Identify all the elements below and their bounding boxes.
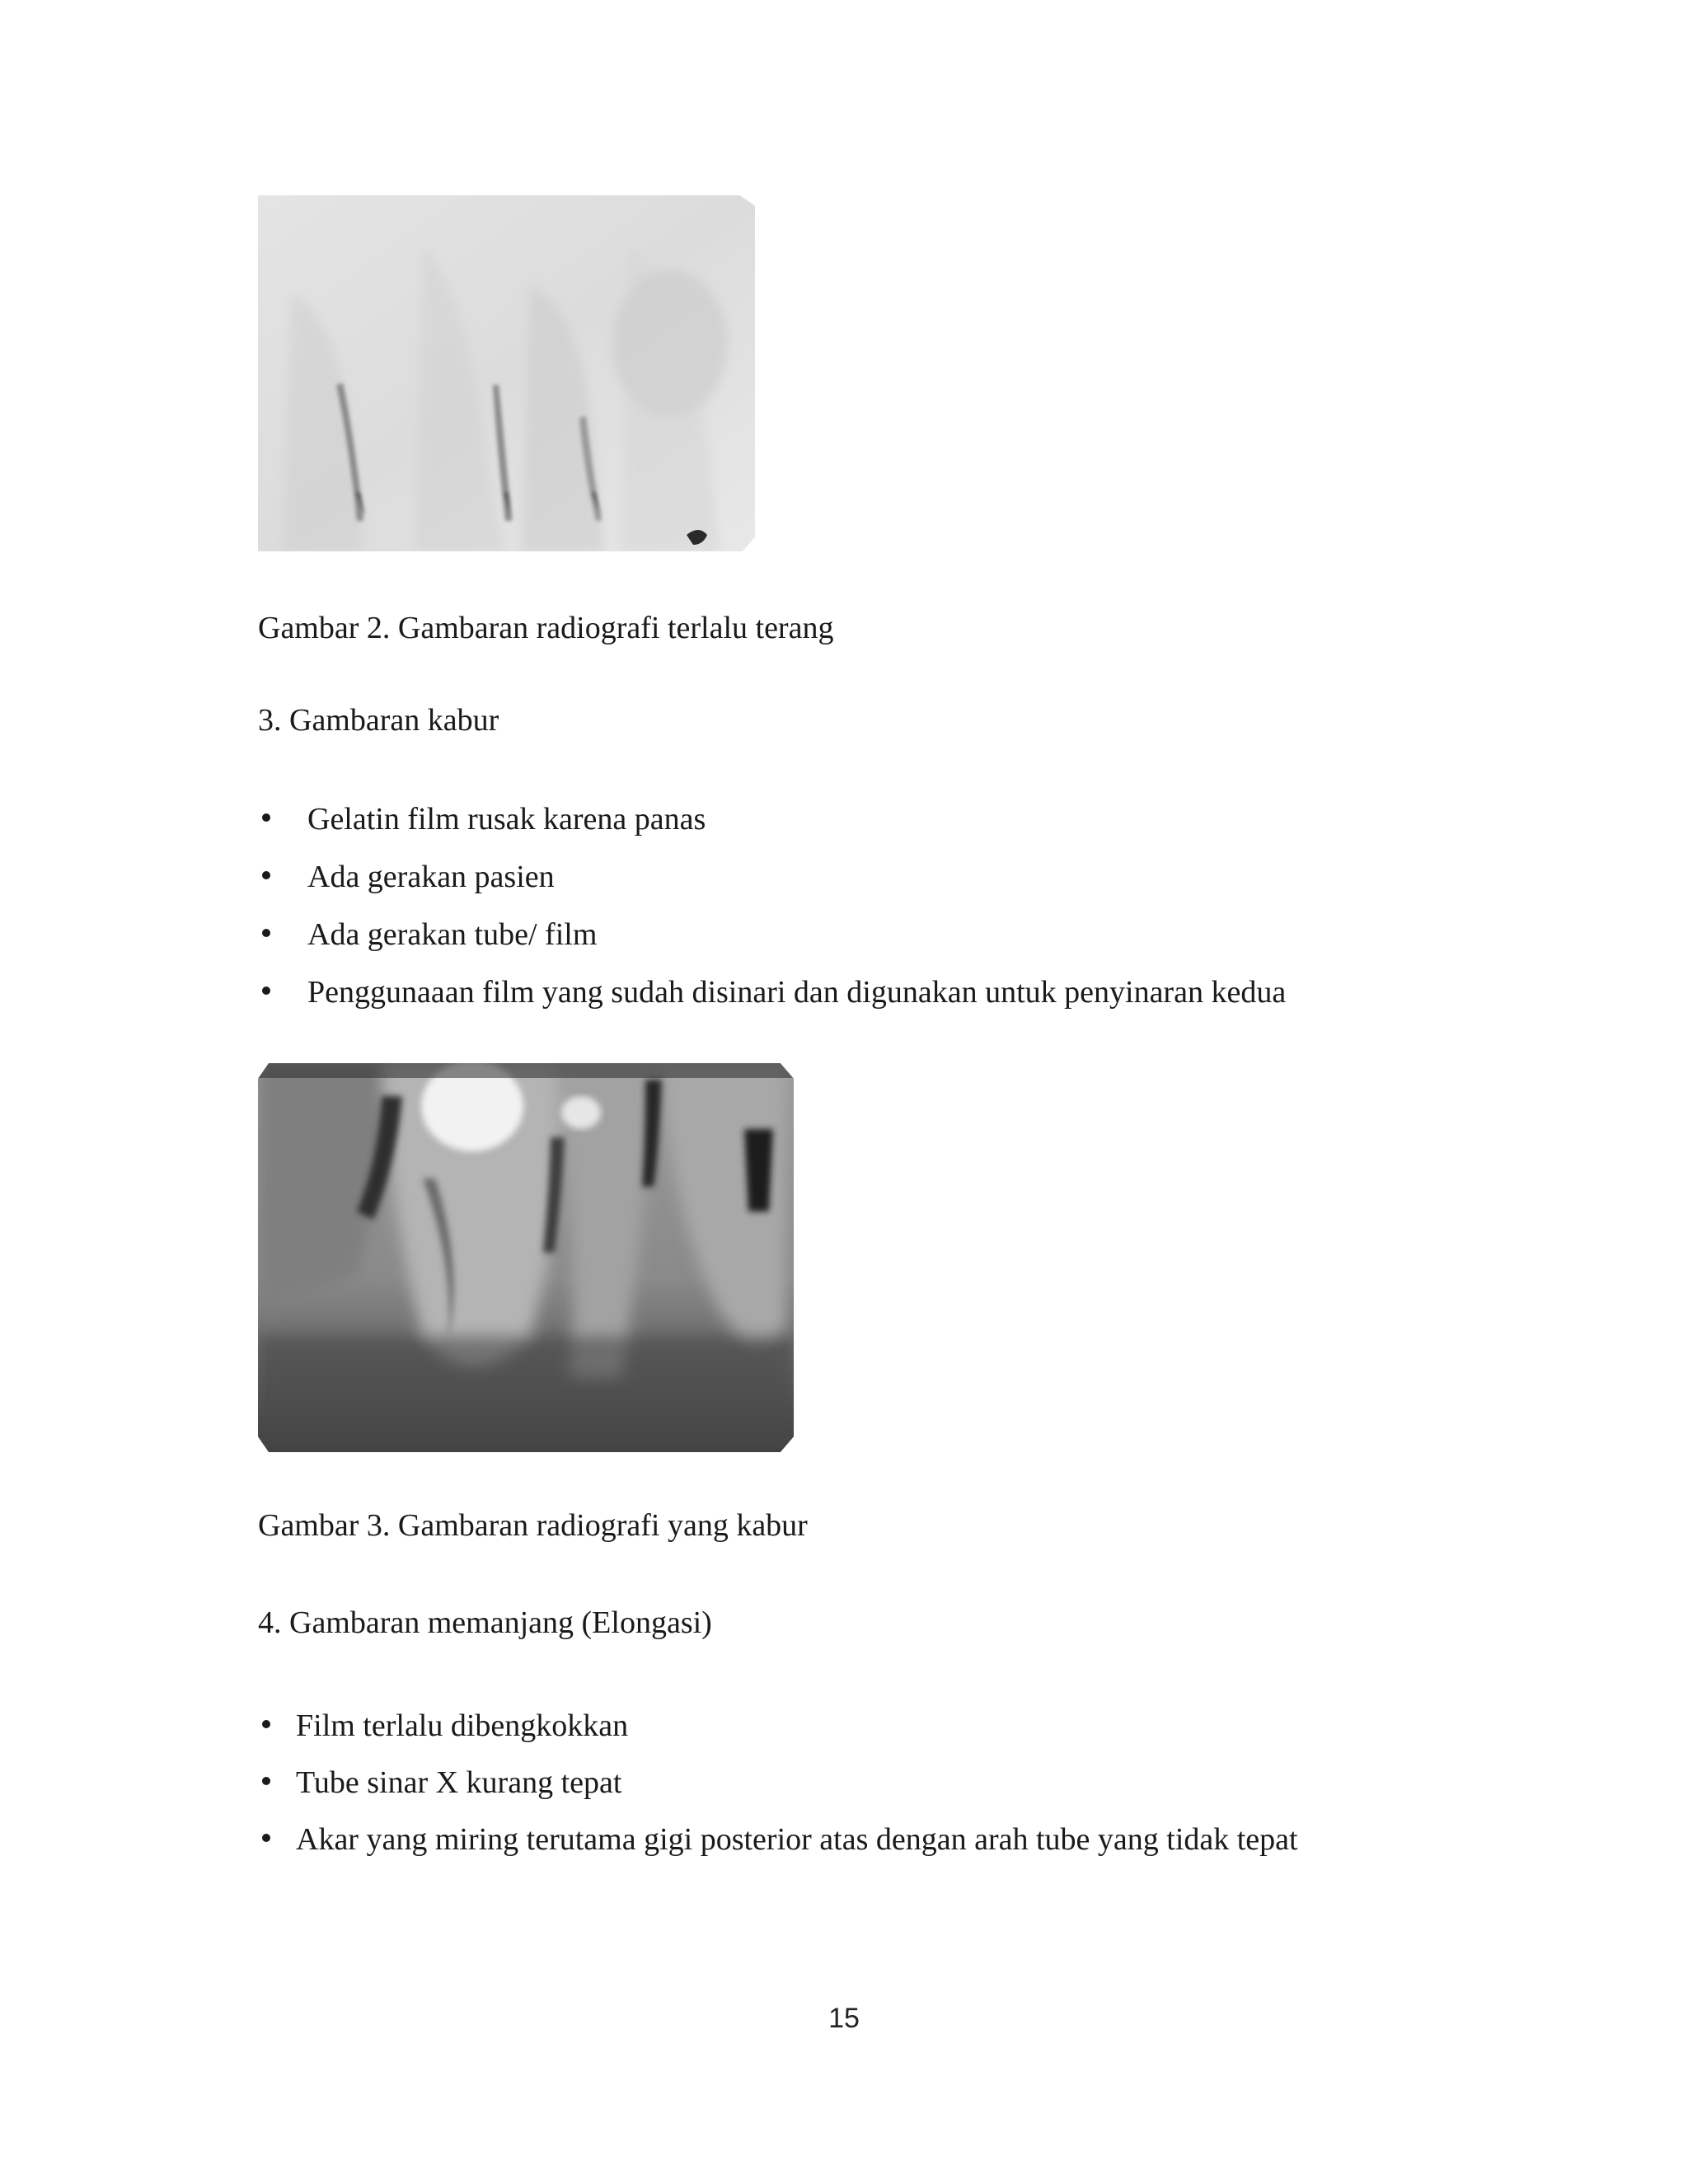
- list-item: Tube sinar X kurang tepat: [258, 1767, 1298, 1824]
- list-item: Penggunaaan film yang sudah disinari dan digunakan untuk penyinaran kedua: [258, 977, 1286, 1034]
- radiograph-blurry-image: [258, 1063, 794, 1452]
- section4-bullet-list: [258, 1710, 1298, 1881]
- list-item: Gelatin film rusak karena panas: [258, 804, 1286, 861]
- section3-heading: 3. Gambaran kabur: [258, 703, 499, 738]
- list-item: Ada gerakan pasien: [258, 861, 1286, 919]
- page-number: 15: [828, 2003, 860, 2034]
- list-item: Akar yang miring terutama gigi posterior atas dengan arah tube yang tidak tepat: [258, 1824, 1298, 1881]
- bullet-icon: [262, 987, 270, 995]
- figure2-caption: Gambar 2. Gambaran radiografi terlalu terang: [258, 611, 834, 645]
- bullet-icon: [262, 871, 270, 879]
- figure3-caption: Gambar 3. Gambaran radiografi yang kabur: [258, 1508, 808, 1543]
- bullet-icon: [262, 813, 270, 822]
- list-item: Film terlalu dibengkokkan: [258, 1710, 1298, 1767]
- bullet-icon: [262, 1834, 270, 1842]
- bullet-icon: [262, 1777, 270, 1785]
- bullet-icon: [262, 1720, 270, 1728]
- section3-bullet-list: [258, 804, 1286, 1034]
- radiograph-too-bright-image: [258, 195, 755, 551]
- section4-heading: 4. Gambaran memanjang (Elongasi): [258, 1605, 712, 1640]
- bullet-icon: [262, 929, 270, 937]
- list-item: Ada gerakan tube/ film: [258, 919, 1286, 977]
